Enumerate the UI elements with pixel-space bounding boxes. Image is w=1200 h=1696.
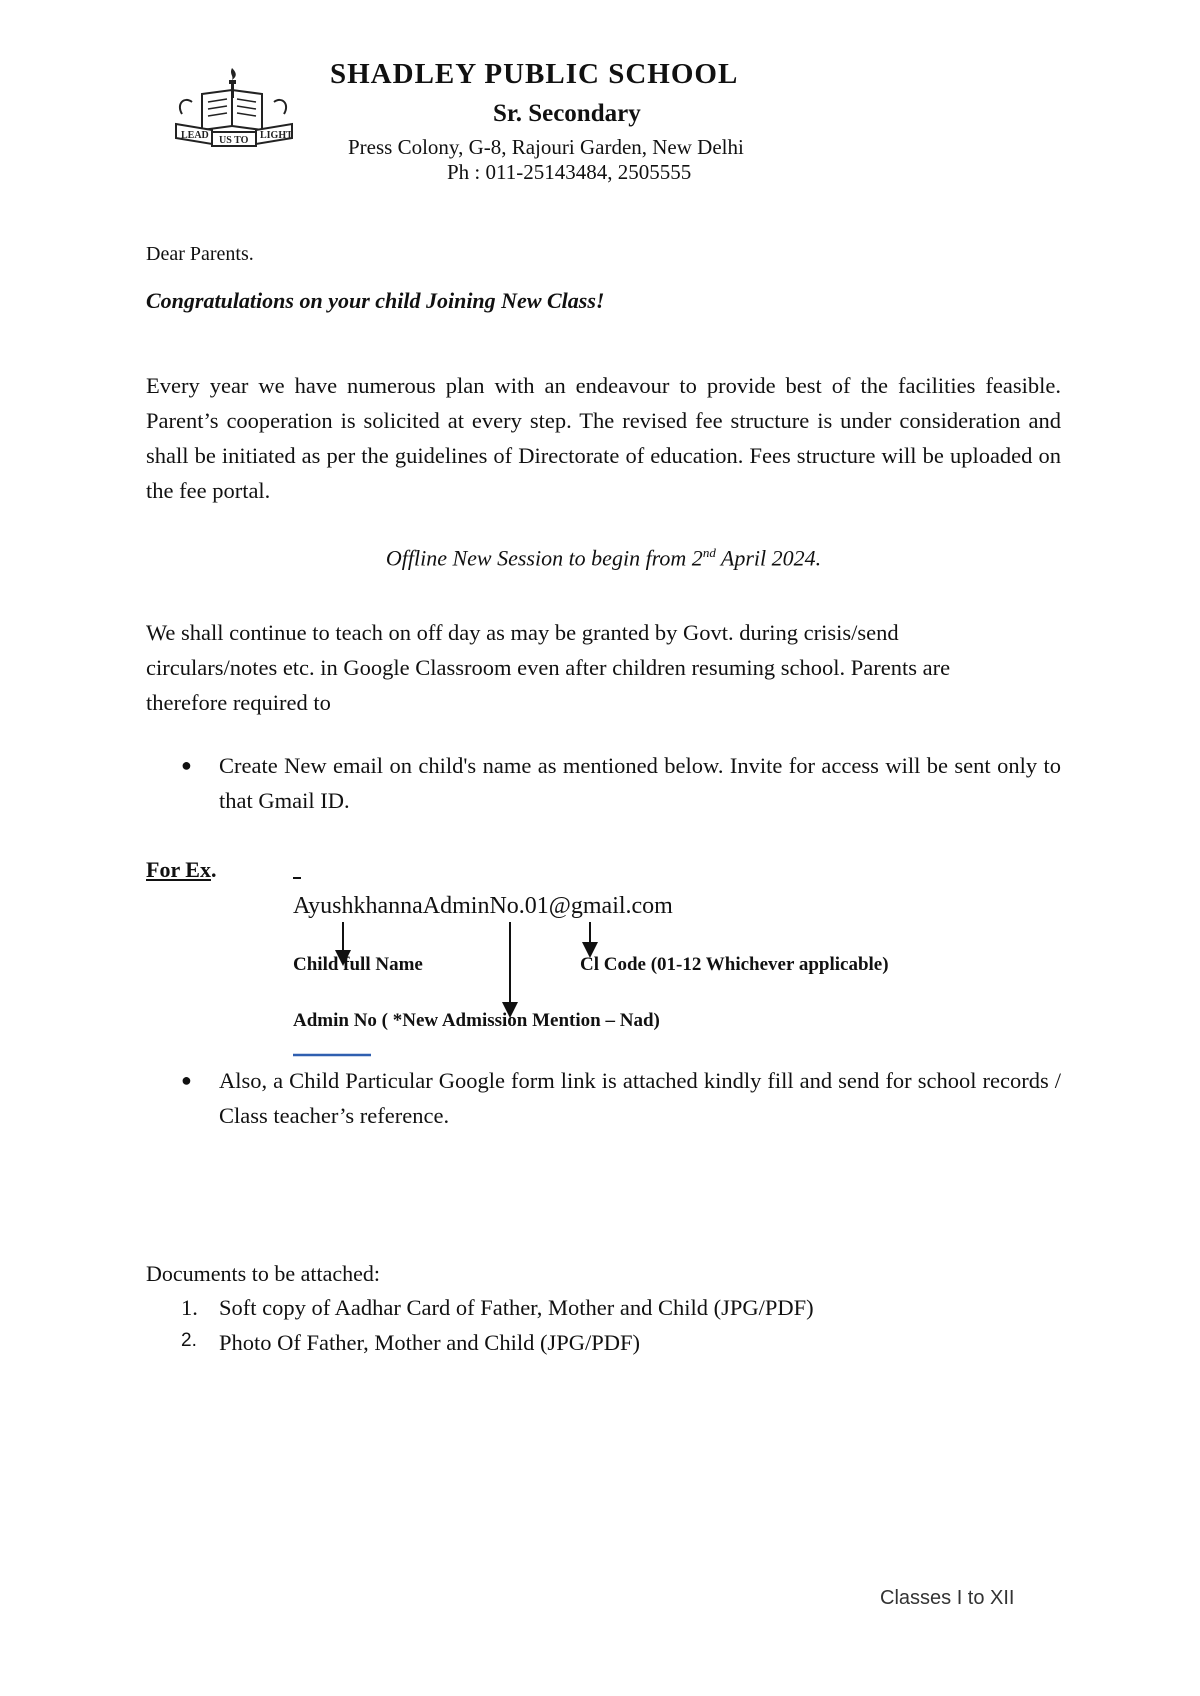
logo-text-left: LEAD xyxy=(181,130,209,141)
for-example-label xyxy=(146,857,216,883)
document-number: 1. xyxy=(181,1295,198,1320)
session-suffix: April 2024. xyxy=(715,545,822,571)
label-admin-no: Admin No ( *New Admission Mention – Nad) xyxy=(293,1010,660,1031)
school-name: SHADLEY PUBLIC SCHOOL xyxy=(330,58,739,90)
congratulations-heading: Congratulations on your child Joining New Class! xyxy=(146,288,605,313)
for-ex-dot: . xyxy=(210,857,217,882)
bullet-item xyxy=(181,1063,1061,1133)
dash-mark xyxy=(293,877,301,879)
label-class-code: Cl Code (01-12 Whichever applicable) xyxy=(580,954,889,975)
bullet-text: Create New email on child's name as mentioned below. Invite for access will be sent only to that Gmail ID. xyxy=(219,753,1061,813)
school-address: Press Colony, G-8, Rajouri Garden, New Delhi xyxy=(348,135,744,159)
paragraph-fees: Every year we have numerous plan with an endeavour to provide best of the facilities feasible. Parent’s cooperation is solicited at every step. The revised fee structure is under consideration and shall be initiated as per the guidelines of Directorate of education. Fees structure will be uploaded on the fee portal. xyxy=(146,373,1061,503)
salutation: Dear Parents. xyxy=(146,243,254,265)
bullet-icon: ● xyxy=(181,1070,192,1090)
session-prefix: Offline New Session to begin from 2 xyxy=(385,545,703,571)
session-notice xyxy=(146,545,1061,571)
documents-title: Documents to be attached: xyxy=(146,1261,380,1286)
footer-classes: Classes I to XII xyxy=(880,1587,1015,1609)
bullet-icon: ● xyxy=(181,755,192,775)
document-text: Photo Of Father, Mother and Child (JPG/PDF) xyxy=(219,1330,640,1355)
document-number: 2. xyxy=(181,1330,197,1351)
logo-text-mid: US TO xyxy=(219,135,249,146)
school-phone: Ph : 011-25143484, 2505555 xyxy=(447,160,692,184)
logo-text-right: LIGHT xyxy=(260,130,293,141)
document-text: Soft copy of Aadhar Card of Father, Mother and Child (JPG/PDF) xyxy=(219,1295,814,1320)
school-subtitle: Sr. Secondary xyxy=(493,100,641,127)
label-child-name: Child full Name xyxy=(293,954,423,975)
paragraph-classroom: We shall continue to teach on off day as may be granted by Govt. during crisis/send circulars/notes etc. in Google Classroom even after children resuming school. Parents are therefore required to xyxy=(146,620,951,715)
document-item xyxy=(181,1330,640,1356)
for-ex-text: For Ex xyxy=(146,857,211,882)
school-logo xyxy=(172,64,304,154)
session-sup: nd xyxy=(702,545,716,560)
bullet-text: Also, a Child Particular Google form link is attached kindly fill and send for school records / Class teacher’s reference. xyxy=(219,1068,1061,1128)
bullet-item xyxy=(181,748,1061,818)
document-item xyxy=(181,1295,814,1321)
example-email: AyushkhannaAdminNo.01@gmail.com xyxy=(293,893,673,919)
